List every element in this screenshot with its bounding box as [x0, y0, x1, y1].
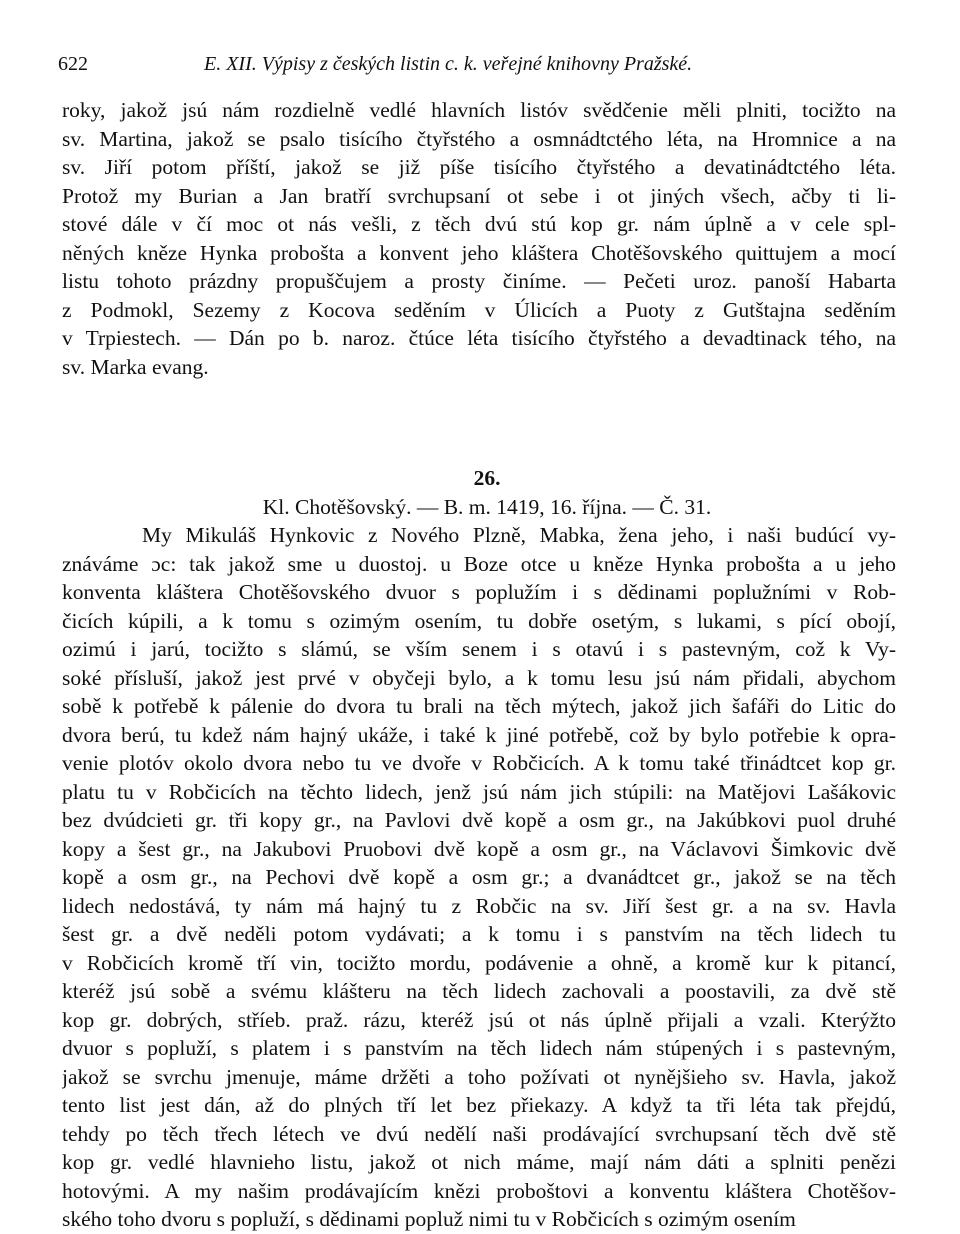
page-header	[58, 53, 898, 83]
text-line: kopě a osm gr., na Pechovi dvě kopě a osm gr.; a dvanádtcet gr., jakož se na těch	[62, 865, 896, 889]
text-line: My Mikuláš Hynkovic z Nového Plzně, Mabka, žena jeho, i naši budúcí vy-	[142, 523, 896, 547]
text-line: šest gr. a dvě neděli potom vydávati; a k tomu i s panstvím na těch lidech tu	[62, 922, 896, 946]
text-line: bez dvúdcieti gr. tři kopy gr., na Pavlovi dvě kopě a osm gr., na Jakúbkovi puol druhé	[62, 808, 896, 832]
text-line: jakož se svrchu jmenuje, máme držěti a toho požívati ot nynějšieho sv. Havla, jakož	[62, 1064, 896, 1089]
text-line: sv. Jiří potom příští, jakož se již píše tisícího čtyřstého a devatinádtctého léta.	[62, 155, 896, 179]
running-head: E. XII. Výpisy z českých listin c. k. veřejné knihovny Pražské.	[204, 53, 693, 75]
text-line: v Trpiestech. — Dán po b. naroz. čtúce léta tisícího čtyřstého a devadtinack tého, na	[62, 326, 896, 350]
text-line: něných kněze Hynka probošta a konvent jeho kláštera Chotěšovského quittujem a mocí	[62, 240, 896, 265]
text-line: dvuor s popluží, s platem i s panstvím na těch lidech nám stúpených i s pastevným,	[62, 1036, 896, 1060]
text-line: kop gr. vedlé hlavnieho listu, jakož ot nich máme, mají nám dáti a splniti penězi	[62, 1150, 896, 1174]
text-line: lidech nedostává, ty nám má hajný tu z Robčic na sv. Jiří šest gr. a na sv. Havla	[62, 893, 896, 918]
text-line: z Podmokl, Sezemy z Kocova seděním v Úlicích a Puoty z Gutštajna seděním	[62, 297, 896, 322]
text-line: kteréž jsú sobě a svému klášteru na těch lidech zachovali a poostavili, za dvě stě	[62, 979, 896, 1003]
page-number: 622	[58, 53, 88, 75]
text-line: tehdy po těch třech létech ve dvú nedělí naši prodávající svrchupsaní těch dvě stě	[62, 1121, 896, 1146]
text-line: listu tohoto prázdny propuščujem a prosty činíme. — Pečeti uroz. panoší Habarta	[62, 269, 896, 293]
text-line: sv. Martina, jakož se psalo tisícího čtyřstého a osmnádtctého léta, na Hromnice a na	[62, 126, 896, 151]
text-line: sobě k potřebě k pálenie do dvora tu brali na těch mýtech, jakož jich šafáři do Litic do	[62, 694, 896, 718]
text-block-2	[62, 455, 896, 1234]
text-line: Protož my Burian a Jan bratří svrchupsaní ot sebe i ot jiných všech, ačby ti li-	[62, 183, 896, 208]
text-line: kopy a šest gr., na Jakubovi Pruobovi dvě kopě a osm gr., na Václavovi Šimkovic dvě	[62, 836, 896, 861]
text-line: tento list jest dán, až do plných tří let bez přiekazy. A když ta tři léta tak přejdú,	[62, 1093, 896, 1117]
text-line: ského toho dvoru s popluží, s dědinami popluž nimi tu v Robčicích s ozimým osením	[62, 1207, 796, 1231]
text-line: hotovými. A my našim prodávajícím knězi proboštovi a konventu kláštera Chotěšov-	[62, 1178, 896, 1203]
text-line: soké přísluší, jakož jest prvé v obyčeji bylo, a k tomu lesu jsú nám přidali, abychom	[62, 665, 896, 690]
text-line: roky, jakož jsú nám rozdielně vedlé hlavních listóv svědčenie měli plniti, tocižto na	[62, 98, 896, 122]
text-line: dvora berú, tu kdež nám hajný ukáže, i také k jiné potřebě, což by bylo potřebie k opra-	[62, 722, 896, 747]
text-line: kop gr. dobrých, stříeb. praž. rázu, kteréž jsú ot nás úplně přijali a vzali. Kterýžto	[62, 1007, 896, 1032]
text-block-1	[62, 96, 896, 381]
text-line: venie plotóv okolo dvora nebo tu ve dvoře v Robčicích. A k tomu také třinádtcet kop gr.	[62, 751, 896, 775]
text-line: znáváme ɔc: tak jakož sme u duostoj. u Boze otce u kněze Hynka probošta a u jeho	[62, 551, 896, 576]
text-line: sv. Marka evang.	[62, 354, 209, 379]
text-line: platu tu v Robčicích na těchto lidech, jenž jsú nám jich stúpili: na Matějovi Lašákovic	[62, 779, 896, 804]
text-line: stové dále v čí moc ot nás vešli, z těch dvú stú kop gr. nám úplně a v cele spl-	[62, 212, 896, 236]
text-line: čicích kúpili, a k tomu s ozimým osením, tu dobře osetým, s lukami, s pící obojí,	[62, 608, 896, 633]
text-line: ozimú i jarú, tocižto s slámú, se vším senem i s otavú i s pastevným, což k Vy-	[62, 637, 896, 661]
document-meta: Kl. Chotěšovský. — B. m. 1419, 16. října. — Č. 31.	[262, 494, 712, 519]
text-line: v Robčicích kromě tří vin, tocižto mordu, podávenie a ohně, a kromě kur k pitancí,	[62, 950, 896, 975]
document-number: 26.	[473, 466, 501, 490]
document-body	[62, 521, 896, 1234]
text-line: konventa kláštera Chotěšovského dvuor s poplužím i s dědinami poplužními v Rob-	[62, 580, 896, 604]
